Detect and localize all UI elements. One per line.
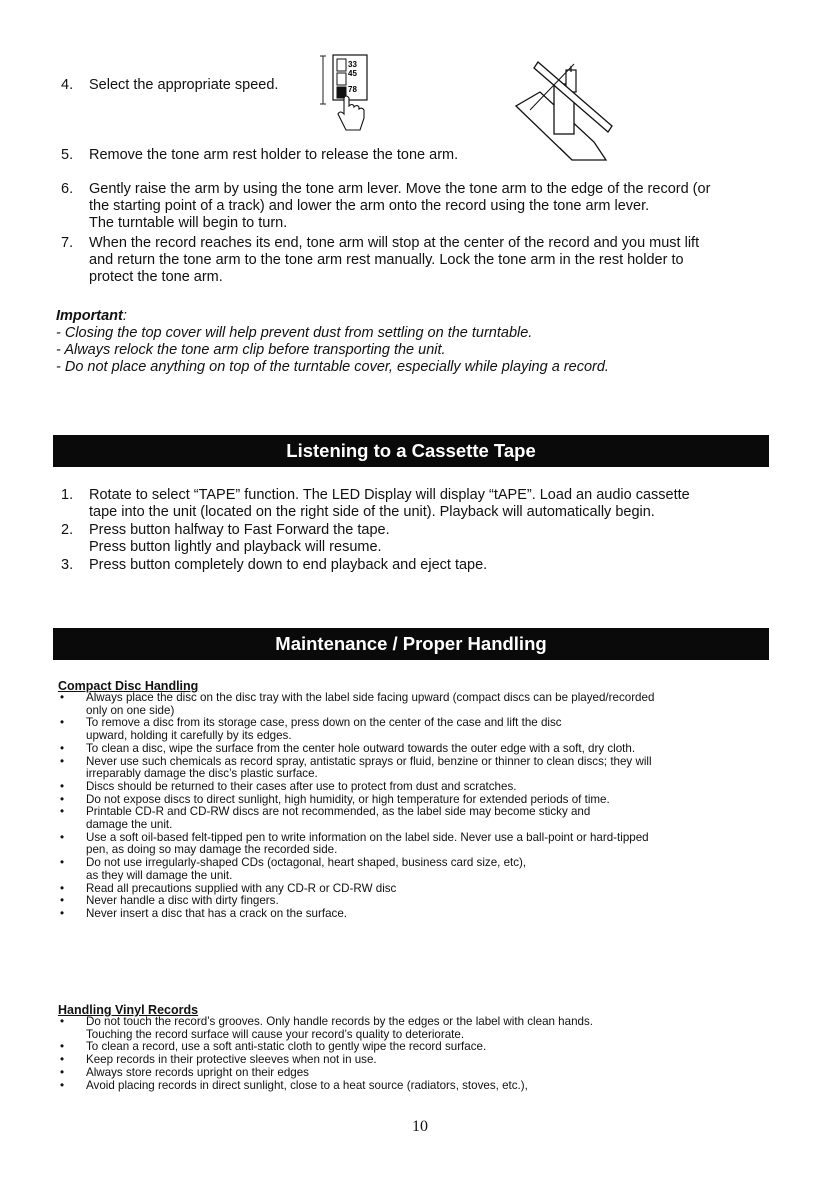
- list-item: • Keep records in their protective sleeves when not in use.: [60, 1053, 377, 1067]
- bullet-icon: •: [60, 754, 65, 768]
- bullet-icon: •: [60, 1053, 65, 1067]
- bullet-icon: •: [60, 894, 65, 908]
- step-number: 1.: [61, 487, 74, 503]
- step-line: tape into the unit (located on the right side of the unit). Playback will automatically begin.: [89, 504, 655, 520]
- list-item: • Do not expose discs to direct sunlight, high humidity, or high temperature for extended periods of time.: [60, 792, 610, 806]
- step-line: Remove the tone arm rest holder to release the tone arm.: [89, 147, 459, 163]
- list-item: • To clean a record, use a soft anti-static cloth to gently wipe the record surface.: [60, 1040, 487, 1054]
- bullet-icon: •: [60, 830, 65, 844]
- list-item: • Never insert a disc that has a crack on the surface.: [60, 906, 347, 920]
- cassette-section-title: Listening to a Cassette Tape: [53, 435, 769, 467]
- speed-label-78: 78: [348, 85, 357, 94]
- bullet-icon: •: [60, 856, 65, 870]
- bullet-icon: •: [60, 805, 65, 819]
- step-line: Gently raise the arm by using the tone arm lever. Move the tone arm to the edge of the record (or: [89, 181, 711, 197]
- list-item: • Printable CD-R and CD-RW discs are not recommended, as the label side may become sticky and damage the unit.: [60, 805, 591, 832]
- bullet-icon: •: [60, 691, 65, 704]
- list-item: • To clean a disc, wipe the surface from the center hole outward towards the outer edge with a soft, dry cloth.: [60, 741, 636, 755]
- bullet-icon: •: [60, 792, 65, 806]
- list-item: • Use a soft oil-based felt-tipped pen to write information on the label side. Never use a ball-point or hard-tipped pen, as doing so may damage the recorded side.: [60, 830, 649, 857]
- step-line: the starting point of a track) and lower the arm onto the record using the tone arm lever.: [89, 198, 650, 214]
- important-title: Important: [56, 308, 123, 324]
- step-number: 3.: [61, 557, 74, 573]
- important-line: - Always relock the tone arm clip before transporting the unit.: [56, 342, 446, 358]
- important-line: - Closing the top cover will help prevent dust from settling on the turntable.: [56, 325, 533, 341]
- step-number: 7.: [61, 235, 74, 251]
- list-item: • Discs should be returned to their cases after use to protect from dust and scratches.: [60, 779, 517, 793]
- step-line: Select the appropriate speed.: [89, 77, 279, 93]
- vinyl-handling-heading: Handling Vinyl Records: [58, 1003, 199, 1017]
- bullet-icon: •: [60, 881, 65, 895]
- step-line: Press button lightly and playback will resume.: [89, 539, 382, 555]
- list-item: • Always place the disc on the disc tray with the label side facing upward (compact discs can be played/recorded only on one side): [60, 691, 655, 717]
- list-item: • Never use such chemicals as record spray, antistatic sprays or fluid, benzine or thinner to clean discs; they will irreparably damage the disc’s plastic surface.: [60, 754, 652, 781]
- bullet-icon: •: [60, 1015, 65, 1028]
- page-number: 10: [412, 1118, 428, 1135]
- list-item: • Avoid placing records in direct sunlight, close to a heat source (radiators, stoves, etc.),: [60, 1078, 528, 1092]
- list-item: • Do not touch the record’s grooves. Only handle records by the edges or the label with clean hands. Touching the record surface will cause your record’s quality to deteriorate.: [60, 1015, 593, 1041]
- step-line: Rotate to select “TAPE” function. The LED Display will display “tAPE”. Load an audio cassette: [89, 487, 690, 503]
- step-line: Press button completely down to end playback and eject tape.: [89, 557, 488, 573]
- step-number: 2.: [61, 522, 74, 538]
- important-colon: :: [122, 308, 127, 324]
- bullet-icon: •: [60, 716, 65, 730]
- list-item: • Never handle a disc with dirty fingers.: [60, 894, 279, 908]
- list-item: • To remove a disc from its storage case, press down on the center of the case and lift the disc upward, holding it carefully by its edges.: [60, 716, 562, 743]
- cd-handling-list: [58, 692, 778, 921]
- step-number: 5.: [61, 147, 74, 163]
- vinyl-handling-list: [58, 1016, 778, 1092]
- speed-selector-illustration: [318, 52, 380, 138]
- important-notes: [56, 308, 609, 376]
- list-item: • Do not use irregularly-shaped CDs (octagonal, heart shaped, business card size, etc), as they will damage the unit.: [60, 856, 527, 882]
- bullet-icon: •: [60, 1065, 65, 1079]
- important-line: - Do not place anything on top of the turntable cover, especially while playing a record.: [56, 359, 609, 375]
- bullet-icon: •: [60, 741, 65, 755]
- maintenance-section-title: Maintenance / Proper Handling: [53, 628, 769, 660]
- step-line: When the record reaches its end, tone arm will stop at the center of the record and you must lift: [89, 235, 700, 251]
- step-number: 6.: [61, 181, 74, 197]
- speed-label-33: 33: [348, 60, 357, 69]
- bullet-icon: •: [60, 1040, 65, 1054]
- list-item: • Always store records upright on their edges: [60, 1065, 309, 1079]
- step-line: Press button halfway to Fast Forward the tape.: [89, 522, 390, 538]
- step-line: and return the tone arm to the tone arm rest manually. Lock the tone arm in the rest holder to: [89, 252, 684, 268]
- bullet-icon: •: [60, 906, 65, 920]
- list-item: • Read all precautions supplied with any CD-R or CD-RW disc: [60, 881, 397, 895]
- step-line: The turntable will begin to turn.: [89, 215, 288, 231]
- step-number: 4.: [61, 77, 74, 93]
- step-line: protect the tone arm.: [89, 269, 223, 285]
- cd-handling-heading: Compact Disc Handling: [58, 679, 199, 693]
- speed-label-45: 45: [348, 69, 357, 78]
- bullet-icon: •: [60, 779, 65, 793]
- bullet-icon: •: [60, 1078, 65, 1092]
